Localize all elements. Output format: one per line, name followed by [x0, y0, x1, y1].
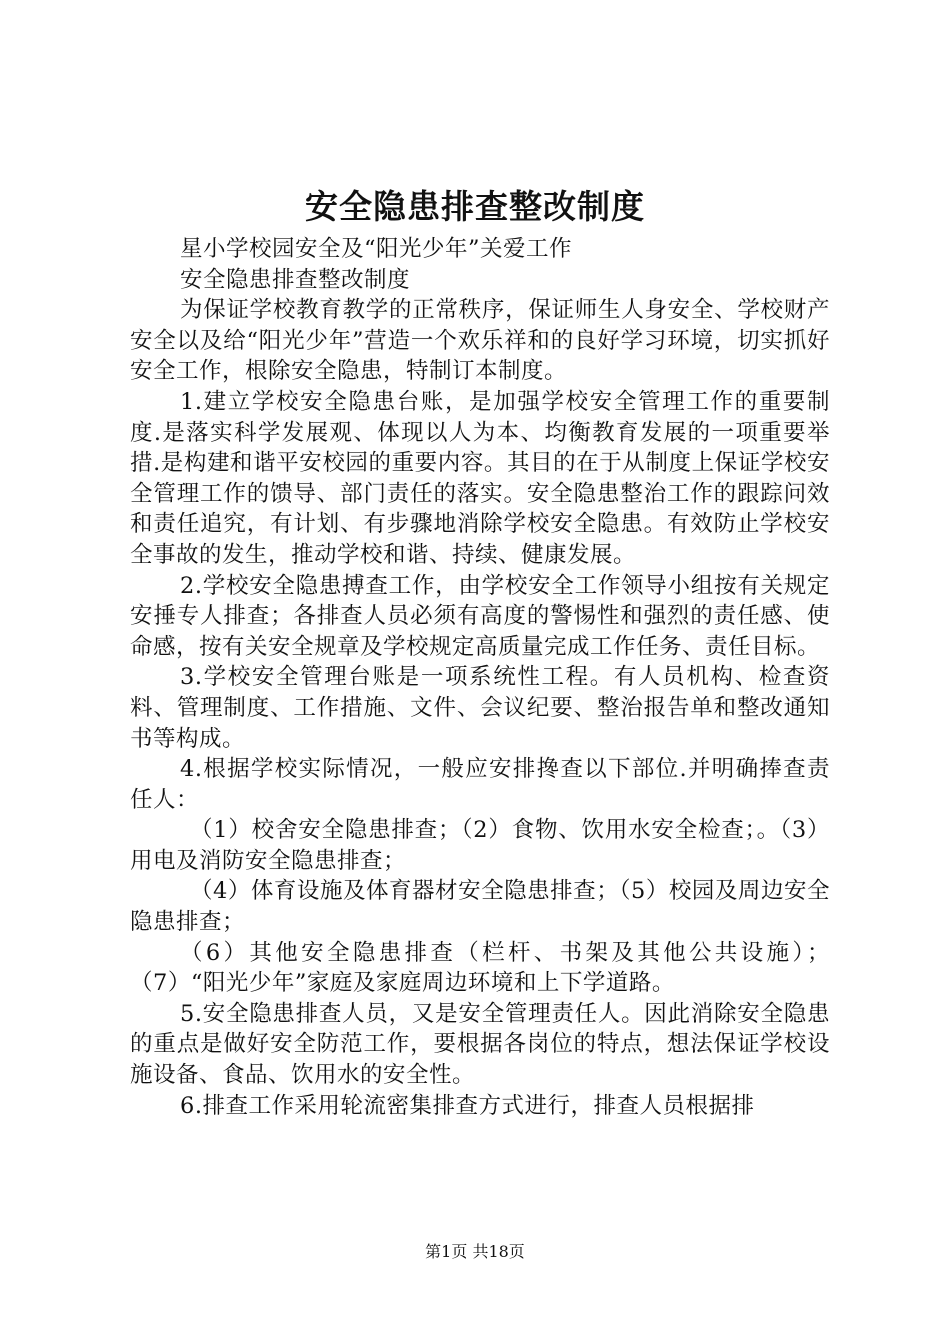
- paragraph-item-2: 2.学校安全隐患搏查工作，由学校安全工作领导小组按有关规定安捶专人排查；各排查人员必须有高度的警惕性和强烈的责任感、使命感，按有关安全规章及学校规定高质量完成工作任务、责任目标。: [130, 572, 830, 660]
- paragraph-school-heading: 星小学校园安全及“阳光少年”关爱工作: [180, 236, 573, 262]
- document-body: [130, 234, 830, 1121]
- paragraph-item-1: 1.建立学校安全隐患台账，是加强学校安全管理工作的重要制度.是落实科学发展观、体现以人为本、均衡教育发展的一项重要举措.是构建和谐平安校园的重要内容。其目的在于从制度上保证学校安全管理工作的馈导、部门责任的落实。安全隐患整治工作的跟踪问效和责任追究，有计划、有步骤地消除学校安全隐患。有效防止学校安全事故的发生，推动学校和谐、持续、健康发展。: [130, 388, 830, 568]
- paragraph-subtitle: 安全隐患排查整改制度: [180, 266, 411, 293]
- paragraph-subitems-6-7: （6）其他安全隐患排查（栏杆、书架及其他公共设施）；（7）“阳光少年”家庭及家庭周边环境和上下学道路。: [130, 939, 830, 997]
- paragraph-intro: 为保证学校教育教学的正常秩序，保证师生人身安全、学校财产安全以及给“阳光少年”营造一个欢乐祥和的良好学习环境，切实抓好安全工作，根除安全隐患，特制订本制度。: [130, 297, 830, 385]
- paragraph-subitems-1-3: （1）校舍安全隐患排查；（2）食物、饮用水安全检查；。（3）用电及消防安全隐患排查；: [130, 817, 830, 874]
- document-title: 安全隐患排查整改制度: [305, 187, 645, 226]
- paragraph-item-5: 5.安全隐患排查人员，又是安全管理责任人。因此消除安全隐患的重点是做好安全防范工作，要根据各岗位的特点，想法保证学校设施设备、食品、饮用水的安全性。: [130, 1000, 830, 1089]
- paragraph-item-3: 3.学校安全管理台账是一项系统性工程。有人员机构、检查资料、管理制度、工作措施、文件、会议纪要、整治报告单和整改通知书等构成。: [130, 664, 830, 752]
- paragraph-subitems-4-5: （4）体育设施及体育器材安全隐患排查；（5）校园及周边安全隐患排查；: [130, 878, 830, 936]
- page-number-footer: 第1页 共18页: [425, 1242, 525, 1261]
- paragraph-item-4: 4.根据学校实际情况，一般应安排搀查以下部位.并明确捧查责任人：: [130, 756, 830, 813]
- paragraph-item-6: 6.排查工作采用轮流密集排查方式进行，排查人员根据排: [180, 1092, 755, 1119]
